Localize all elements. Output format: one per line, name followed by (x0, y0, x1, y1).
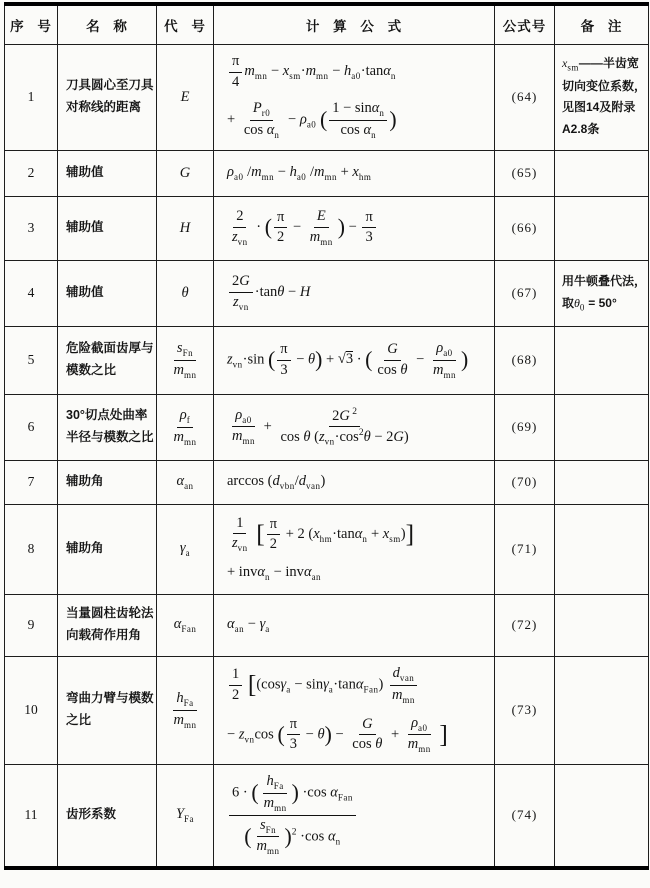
cell-remark (555, 196, 649, 260)
cell-name: 辅助值 (58, 196, 157, 260)
cell-remark (555, 394, 649, 460)
cell-row-number: 11 (5, 764, 58, 868)
table-row (5, 460, 649, 504)
cell-name: 齿形系数 (58, 764, 157, 868)
cell-formula-number: (70) (495, 460, 555, 504)
cell-formula-number: (67) (495, 260, 555, 326)
table-row (5, 196, 649, 260)
cell-formula-number: (65) (495, 150, 555, 196)
cell-row-number: 1 (5, 44, 58, 150)
table-row (5, 656, 649, 764)
cell-formula-number: (73) (495, 656, 555, 764)
cell-name: 弯曲力臂与模数 之比 (58, 656, 157, 764)
cell-symbol: $h_{Fa}$ $m_{mn}$ (157, 656, 214, 764)
cell-remark (555, 764, 649, 868)
cell-row-number: 4 (5, 260, 58, 326)
cell-formula: $\arccos (d_{vbn}/d_{van})$ (214, 460, 495, 504)
cell-remark (555, 504, 649, 594)
cell-formula: 6 · ( $h_{Fa}$ $m_{mn}$ ) ·cos $\alpha_{Fan}$ ( $s_{Fn}$ $m_{mn}$ )$^2$ ·cos $\alpha_n$ (214, 764, 495, 868)
formula-table-body (5, 44, 649, 868)
table-row (5, 260, 649, 326)
cell-formula-number: (72) (495, 594, 555, 656)
cell-symbol: $\alpha_{Fan}$ (157, 594, 214, 656)
cell-row-number: 9 (5, 594, 58, 656)
col-header-formula: 计 算 公 式 (214, 4, 495, 44)
cell-remark (555, 326, 649, 394)
table-row (5, 326, 649, 394)
cell-symbol: $Y_{Fa}$ (157, 764, 214, 868)
cell-name: 30°切点处曲率 半径与模数之比 (58, 394, 157, 460)
formula-table-header (5, 4, 649, 44)
cell-row-number: 8 (5, 504, 58, 594)
cell-name: 辅助角 (58, 460, 157, 504)
header-row (5, 4, 649, 44)
cell-formula: $z_{vn}\cdot\sin$ ( $\frac{\pi}{3}$ − θ) + √3 · ( $\frac{G}{\text{cos θ}}$ − $\rho_{a0}$ $m_{mn}$ ) (214, 326, 495, 394)
cell-name: 刀具圆心至刀具 对称线的距离 (58, 44, 157, 150)
table-row (5, 150, 649, 196)
cell-formula: $\alpha_{an} - \gamma_a$ (214, 594, 495, 656)
cell-formula-number: (64) (495, 44, 555, 150)
cell-formula-number: (68) (495, 326, 555, 394)
cell-name: 危险截面齿厚与 模数之比 (58, 326, 157, 394)
table-row (5, 594, 649, 656)
cell-name: 辅助值 (58, 260, 157, 326)
table-row (5, 394, 649, 460)
cell-name: 辅助角 (58, 504, 157, 594)
table-row (5, 764, 649, 868)
cell-symbol: G (157, 150, 214, 196)
col-header-remark: 备 注 (555, 4, 649, 44)
cell-name: 当量圆柱齿轮法 向载荷作用角 (58, 594, 157, 656)
cell-name: 辅助值 (58, 150, 157, 196)
cell-symbol: θ (157, 260, 214, 326)
cell-remark (555, 460, 649, 504)
cell-symbol: E (157, 44, 214, 150)
cell-formula-number: (69) (495, 394, 555, 460)
cell-row-number: 2 (5, 150, 58, 196)
col-header-formula-number: 公式号 (495, 4, 555, 44)
cell-row-number: 3 (5, 196, 58, 260)
cell-formula: 2 $z_{vn}$ · ( $\frac{\pi}{2}$ − E $m_{mn}$ ) − $\frac{\pi}{3}$ (214, 196, 495, 260)
col-header-symbol: 代 号 (157, 4, 214, 44)
cell-row-number: 7 (5, 460, 58, 504)
cell-formula: $\frac{1}{2}$ [(cosγ$_a$ − sinγ$_a$·tanα$_{Fan}$) $d_{van}$ $m_{mn}$ − $z_{vn}\cos$ ( $\frac{\pi}{3}$ − θ) − $\frac{G}{\text{cos θ}}$ + $\rho_{a0}$ $m_{mn}$ ] (214, 656, 495, 764)
cell-row-number: 5 (5, 326, 58, 394)
cell-symbol: H (157, 196, 214, 260)
cell-row-number: 10 (5, 656, 58, 764)
table-row (5, 44, 649, 150)
col-header-name: 名 称 (58, 4, 157, 44)
cell-formula-number: (66) (495, 196, 555, 260)
cell-remark (555, 656, 649, 764)
cell-formula: 1 $z_{vn}$ [ $\frac{\pi}{2}$ + 2 $(x_{hm}\cdot\tan\alpha_n + x_{sm})$] + invα$_n$ − invα$_{an}$ (214, 504, 495, 594)
col-header-serial-number: 序 号 (5, 4, 58, 44)
cell-remark (555, 594, 649, 656)
formula-table (4, 2, 649, 870)
cell-symbol: $\rho_f$ $m_{mn}$ (157, 394, 214, 460)
cell-symbol: $\alpha_{an}$ (157, 460, 214, 504)
cell-formula-number: (74) (495, 764, 555, 868)
cell-formula-number: (71) (495, 504, 555, 594)
cell-formula: $\frac{\pi}{4}$ $m_{mn} - x_{sm}\cdot m_{mn} - h_{a0}\cdot\tan\alpha_n$ + $\frac{P_{r0}}{\cos \alpha_n}$ − $\rho_{a0}$ ( $\frac{1 - \sin\alpha_n}{\cos \alpha_n}$ ) (214, 44, 495, 150)
cell-remark: 用牛顿叠代法， 取$\theta_0 = 50^\circ$ (555, 260, 649, 326)
cell-formula: 2G $z_{vn}$ ·tanθ − H (214, 260, 495, 326)
table-row (5, 504, 649, 594)
cell-remark (555, 150, 649, 196)
cell-remark: $x_{sm}——$半齿宽 切向变位系数， 见图14及附录 A2.8条 (555, 44, 649, 150)
cell-formula: $\rho_{a0}$ $m_{mn}$ + 2G $^2$ cos θ $(z_{vn}\cdot\cos^2\theta - 2G)$ (214, 394, 495, 460)
cell-symbol: $\gamma_a$ (157, 504, 214, 594)
cell-formula: $\rho_{a0}$ $/m_{mn} - h_{a0}$ $/m_{mn} + x_{hm}$ (214, 150, 495, 196)
cell-symbol: $s_{Fn}$ $m_{mn}$ (157, 326, 214, 394)
cell-row-number: 6 (5, 394, 58, 460)
